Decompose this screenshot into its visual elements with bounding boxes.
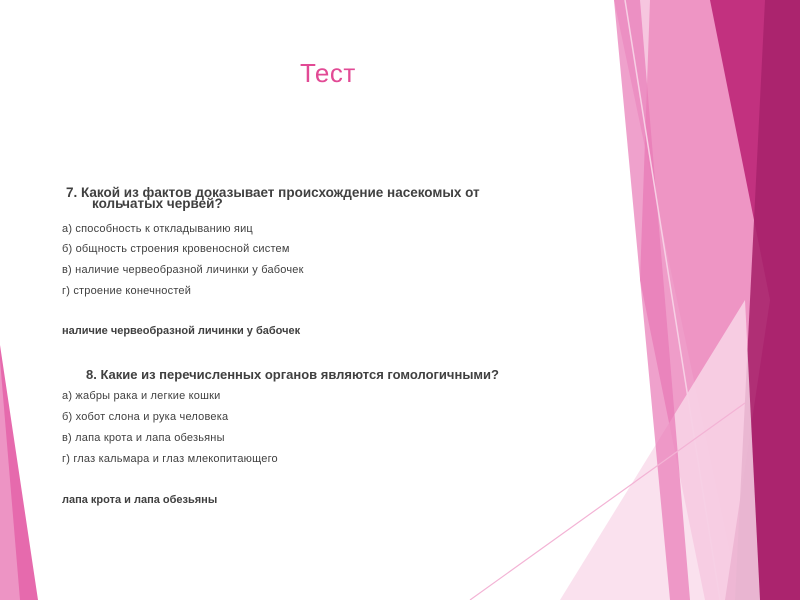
question-7-line-1: 7. Какой из фактов доказывает происхождение насекомых от [66,185,480,200]
deco-facet-dark-right [710,0,800,600]
deco-facet-left-pale [0,360,20,600]
deco-line-1 [625,0,720,600]
question-7-option-c: в) наличие червеобразной личинки у бабочек [62,264,304,276]
deco-facet-pale-right [560,300,760,600]
slide-title: Тест [300,58,356,88]
question-7-option-a: а) способность к откладыванию яиц [62,223,253,235]
question-8-option-d: г) глаз кальмара и глаз млекопитающего [62,453,278,465]
question-8-answer: лапа крота и лапа обезьяны [62,494,218,506]
deco-facet-left [0,345,38,600]
deco-line-2 [470,403,745,600]
question-7-answer: наличие червеобразной личинки у бабочек [62,325,301,337]
deco-facet-mid-right [640,0,800,600]
question-8-option-c: в) лапа крота и лапа обезьяны [62,432,225,444]
question-7-option-d: г) строение конечностей [62,285,192,297]
deco-facet-strip-right [614,0,690,600]
deco-facet-darker-right [735,0,800,600]
deco-facet-light-right [614,0,800,600]
question-8: 8. Какие из перечисленных органов являются гомологичными? [86,367,499,382]
question-7-option-b: б) общность строения кровеносной систем [62,243,290,255]
question-7-line-2: кольчатых червей? [92,196,223,211]
question-8-option-b: б) хобот слона и рука человека [62,411,229,423]
question-7 [66,187,566,209]
question-8-option-a: а) жабры рака и легкие кошки [62,390,221,402]
